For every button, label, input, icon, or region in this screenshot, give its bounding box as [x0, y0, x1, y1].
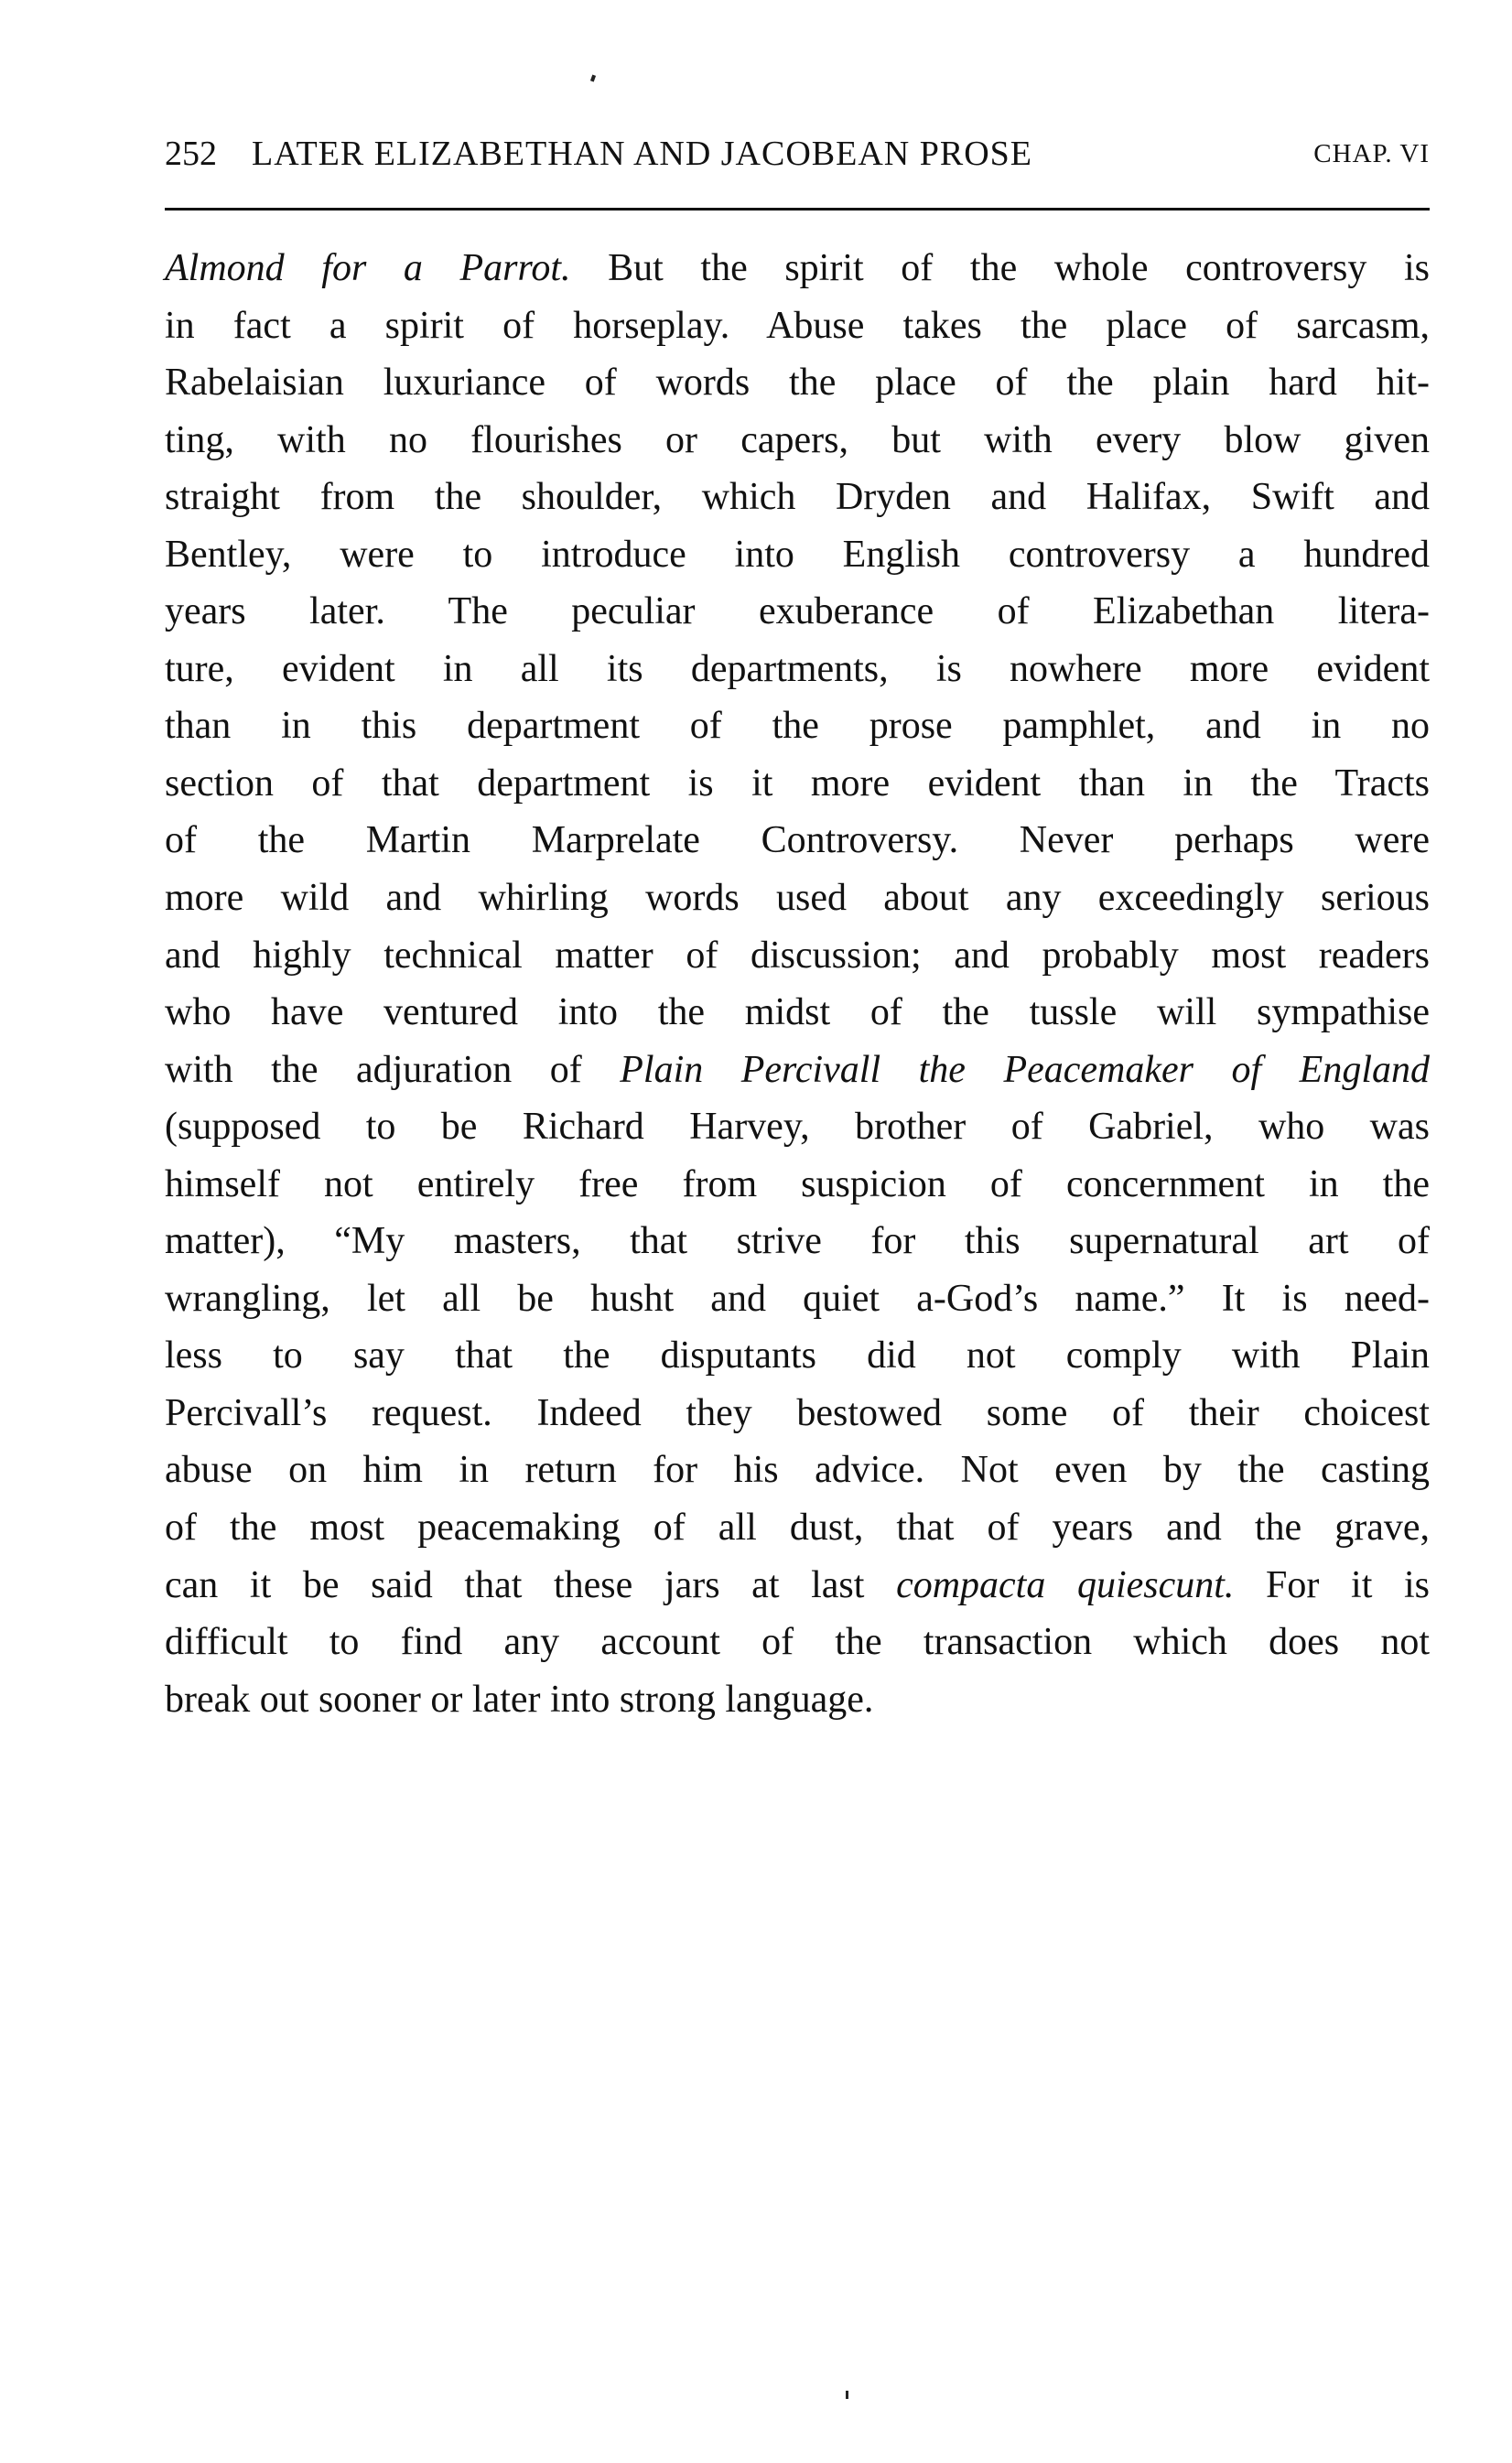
text-line: [165, 1614, 1430, 1671]
text-line: [165, 1213, 1430, 1270]
text-run: years later. The peculiar exuberance of Elizabethan litera-: [165, 590, 1430, 633]
text-line: [165, 583, 1430, 641]
text-run: difficult to find any account of the transaction which does not: [165, 1621, 1430, 1664]
italic-title: Plain Percivall the Peacemaker of England: [620, 1048, 1430, 1091]
text-run: of the Martin Marprelate Controversy. Never perhaps were: [165, 819, 1430, 862]
text-line: [165, 354, 1430, 412]
text-run: of the most peacemaking of all dust, that of years and the grave,: [165, 1507, 1430, 1550]
text-line: [165, 469, 1430, 526]
running-title: LATER ELIZABETHAN AND JACOBEAN PROSE: [252, 135, 1032, 173]
text-run: wrangling, let all be husht and quiet a-God’s name.” It is need-: [165, 1277, 1430, 1320]
text-run: break out sooner or later into strong language.: [165, 1678, 874, 1721]
text-run: who have ventured into the midst of the tussle will sympathise: [165, 991, 1430, 1034]
body-paragraph: [165, 240, 1430, 1728]
text-run: himself not entirely free from suspicion of concernment in the: [165, 1162, 1430, 1205]
print-speck-top: [590, 75, 596, 82]
text-line: [165, 1442, 1430, 1499]
text-run: Rabelaisian luxuriance of words the place of the plain hard hit-: [165, 362, 1430, 405]
text-run: ting, with no flourishes or capers, but with every blow given: [165, 418, 1430, 461]
text-line: [165, 240, 1430, 297]
italic-title: compacta quiescunt.: [896, 1563, 1235, 1606]
text-run: more wild and whirling words used about any exceedingly serious: [165, 877, 1430, 920]
text-line: [165, 1385, 1430, 1442]
text-run: than in this department of the prose pamphlet, and in no: [165, 705, 1430, 748]
text-run: ture, evident in all its departments, is nowhere more evident: [165, 647, 1430, 690]
text-run: with the adjuration of: [165, 1048, 621, 1091]
text-run: and highly technical matter of discussion; and probably most readers: [165, 934, 1430, 977]
text-line: [165, 641, 1430, 698]
text-run: (supposed to be Richard Harvey, brother of Gabriel, who was: [165, 1106, 1430, 1149]
text-line: [165, 297, 1430, 355]
text-run: abuse on him in return for his advice. Not even by the casting: [165, 1449, 1430, 1492]
header-rule: [165, 208, 1430, 211]
text-run: in fact a spirit of horseplay. Abuse takes the place of sarcasm,: [165, 304, 1430, 347]
text-line: [165, 697, 1430, 755]
text-line: [165, 1557, 1430, 1615]
text-line: [165, 1671, 1430, 1729]
text-run: matter), “My masters, that strive for this supernatural art of: [165, 1220, 1430, 1263]
text-line: [165, 1270, 1430, 1328]
text-run: Bentley, were to introduce into English controversy a hundred: [165, 533, 1430, 576]
chapter-label: CHAP. VI: [1313, 139, 1430, 168]
text-line: [165, 1156, 1430, 1214]
text-run: can it be said that these jars at last: [165, 1563, 897, 1606]
text-line: [165, 526, 1430, 584]
text-line: [165, 412, 1430, 470]
print-speck-bottom: [846, 2391, 848, 2399]
italic-title: Almond for a Parrot.: [165, 247, 571, 289]
text-line: [165, 870, 1430, 927]
text-line: [165, 755, 1430, 813]
text-run: section of that department is it more evident than in the Tracts: [165, 762, 1430, 805]
text-run: straight from the shoulder, which Dryden and Halifax, Swift and: [165, 476, 1430, 519]
text-line: [165, 984, 1430, 1042]
text-run: But the spirit of the whole controversy is: [570, 247, 1430, 289]
text-run: Percivall’s request. Indeed they bestowed some of their choicest: [165, 1391, 1430, 1434]
text-run: less to say that the disputants did not comply with Plain: [165, 1334, 1430, 1377]
text-line: [165, 927, 1430, 985]
text-line: [165, 1098, 1430, 1156]
page-number: 252: [165, 135, 217, 173]
running-header: [165, 134, 1430, 179]
text-line: [165, 1499, 1430, 1557]
text-run: For it is: [1234, 1563, 1430, 1606]
text-line: [165, 812, 1430, 870]
text-line: [165, 1327, 1430, 1385]
text-line: [165, 1042, 1430, 1099]
